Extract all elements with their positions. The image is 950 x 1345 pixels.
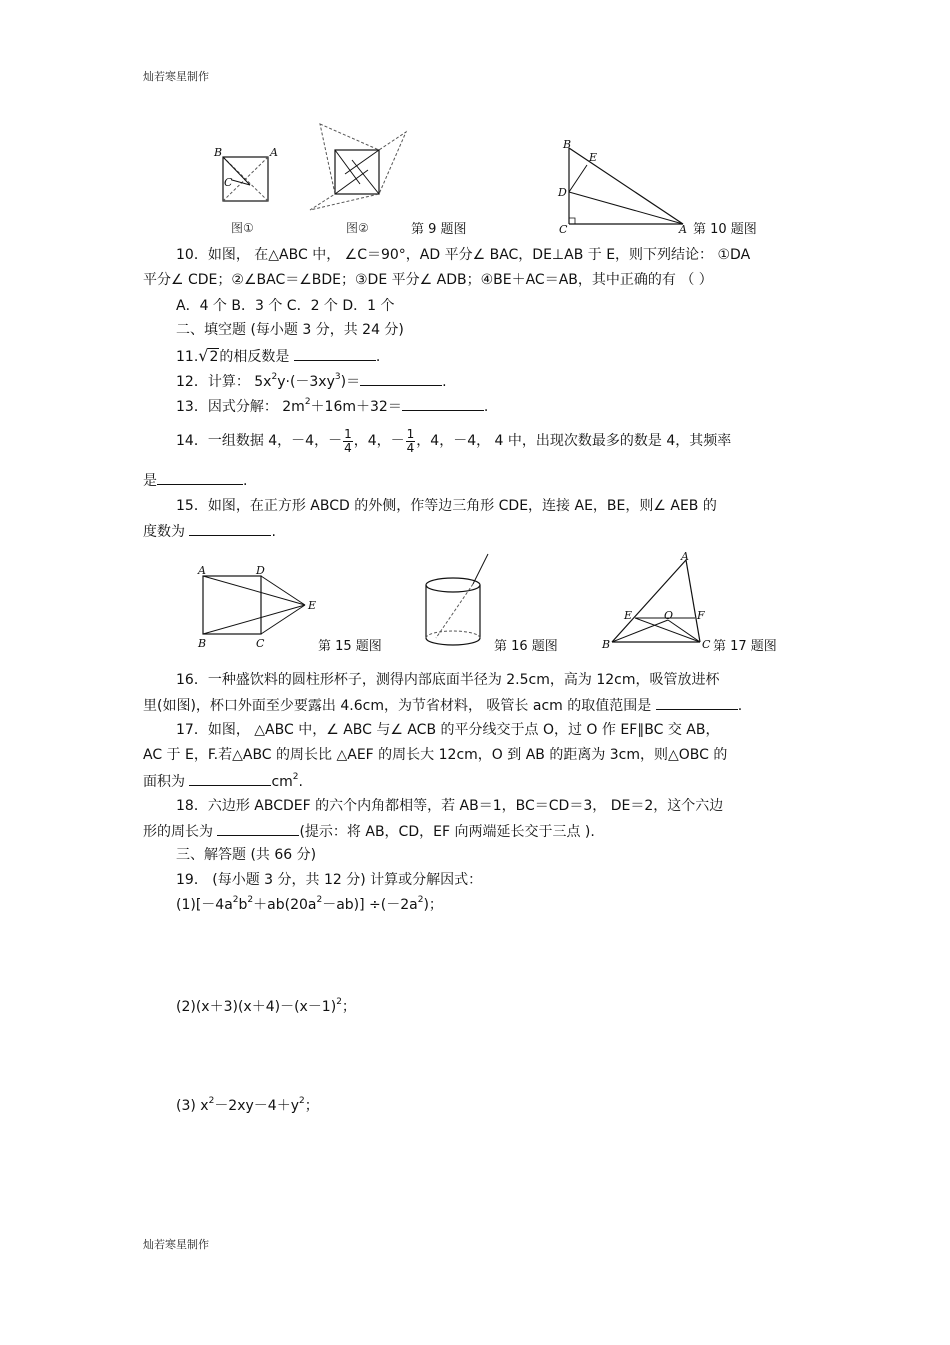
fig16-diagram: [418, 550, 493, 652]
fig17-label-f: F: [697, 609, 705, 622]
fig10-diagram: [555, 136, 695, 236]
q10-line-1: 10．如图， 在△ABC 中， ∠C＝90°，AD 平分∠ BAC，DE⊥AB 于 E，则下列结论： ①DA: [176, 247, 751, 263]
fig9-caption: 第 9 题图: [411, 222, 467, 237]
fig10-label-b: B: [563, 138, 572, 151]
fig15-diagram: [193, 563, 323, 653]
q14-line-2: 是 .: [143, 470, 247, 490]
q17-line-3: 面积为 $cm^2$.: [143, 772, 303, 790]
q15-line-2: 度数为 .: [143, 521, 276, 541]
fig15-label-c: C: [256, 637, 265, 650]
section-3-heading: 三、解答题 (共 66 分): [176, 847, 317, 863]
fig10-label-e: E: [589, 151, 598, 164]
fig17-label-a: A: [681, 550, 689, 563]
q11: 11.√2的相反数是 .: [176, 346, 381, 365]
q16-line-2: 里(如图)，杯口外面至少要露出 4.6cm，为节省材料， 吸管长 acm 的取值范围是 .: [143, 695, 742, 715]
q14-answer-blank: [157, 470, 243, 485]
q18-answer-blank: [217, 821, 299, 836]
fig16-caption: 第 16 题图: [494, 639, 558, 654]
fig9-label-b: B: [214, 146, 223, 159]
section-2-heading: 二、填空题 (每小题 3 分，共 24 分): [176, 322, 404, 338]
fig10-label-d: D: [558, 186, 567, 199]
fig10-label-c: C: [559, 223, 568, 236]
q12: 12．计算： $5x^2y\cdot(-3xy^3)=$ .: [176, 372, 447, 390]
q15-line-1: 15．如图，在正方形 ABCD 的外侧，作等边三角形 CDE，连接 AE，BE，则∠ AEB 的: [176, 498, 717, 514]
fig17-diagram: [598, 548, 716, 653]
q12-answer-blank: [360, 371, 442, 386]
q14-fraction-1: $\frac{1}{4}$: [344, 426, 352, 455]
q15-answer-blank: [189, 521, 271, 536]
q10-line-2: 平分∠ CDE；②∠BAC＝∠BDE；③DE 平分∠ ADB；④BE＋AC＝AB，其中正确的有 （ ）: [143, 272, 713, 288]
fig17-label-c: C: [702, 638, 711, 651]
q17-line-1: 17．如图， △ABC 中，∠ ABC 与∠ ACB 的平分线交于点 O，过 O 作 EF∥BC 交 AB，: [176, 722, 720, 738]
fig9-label-2: 图②: [346, 221, 369, 235]
fig9-label-c: C: [224, 176, 233, 189]
q17-answer-blank: [189, 771, 271, 786]
fig9-diagram-1: [210, 140, 285, 210]
fig15-label-a: A: [198, 564, 206, 577]
fig17-label-e: E: [624, 609, 633, 622]
q11-answer-blank: [294, 346, 376, 361]
fig15-label-e: E: [308, 599, 317, 612]
q14-line-1: 14．一组数据 4，－4，－ $\frac{1}{4}$ ，4，－ $\frac{1}{4}$ ，4，－4， 4 中，出现次数最多的数是 4，其频率: [176, 426, 732, 455]
fig15-label-b: B: [198, 637, 207, 650]
fig10-label-a: A: [679, 223, 687, 236]
q13-answer-blank: [402, 396, 484, 411]
fig17-label-o: O: [664, 609, 674, 622]
q16-answer-blank: [656, 695, 738, 710]
fig9-label-1: 图①: [231, 221, 254, 235]
q10-options: A．4 个 B．3 个 C．2 个 D．1 个: [176, 298, 395, 314]
fig9-label-a: A: [270, 146, 278, 159]
q19-part-1: $(1)[-4a^2b^2+ab(20a^2-ab)] \div(-2a^2)$；: [176, 895, 443, 913]
page-header: 灿若寒星制作: [143, 70, 209, 83]
q18-line-1: 18．六边形 ABCDEF 的六个内角都相等，若 AB＝1，BC＝CD＝3， DE＝2，这个六边: [176, 798, 724, 814]
q19-part-2: $(2)(x+3)(x+4)-(x-1)^2$；: [176, 997, 356, 1015]
q17-line-2: AC 于 E，F.若△ABC 的周长比 △AEF 的周长大 12cm，O 到 AB 的距离为 3cm，则△OBC 的: [143, 747, 728, 763]
q19-part-3: (3) $x^2-2xy-4+y^2$；: [176, 1096, 319, 1114]
fig17-label-b: B: [602, 638, 611, 651]
q19-heading: 19． (每小题 3 分，共 12 分) 计算或分解因式：: [176, 872, 483, 888]
q18-line-2: 形的周长为 (提示：将 AB，CD，EF 向两端延长交于三点 ).: [143, 821, 595, 841]
fig10-caption: 第 10 题图: [693, 222, 757, 237]
q13: 13．因式分解： $2m^2+16m+32=$ .: [176, 397, 489, 415]
fig17-caption: 第 17 题图: [713, 639, 777, 654]
q16-line-1: 16．一种盛饮料的圆柱形杯子，测得内部底面半径为 2.5cm，高为 12cm，吸管放进杯: [176, 672, 720, 688]
q14-fraction-2: $\frac{1}{4}$: [406, 426, 415, 455]
fig15-caption: 第 15 题图: [318, 639, 382, 654]
fig15-label-d: D: [256, 564, 265, 577]
page-footer: 灿若寒星制作: [143, 1238, 209, 1251]
fig9-diagram-2: [300, 122, 410, 214]
